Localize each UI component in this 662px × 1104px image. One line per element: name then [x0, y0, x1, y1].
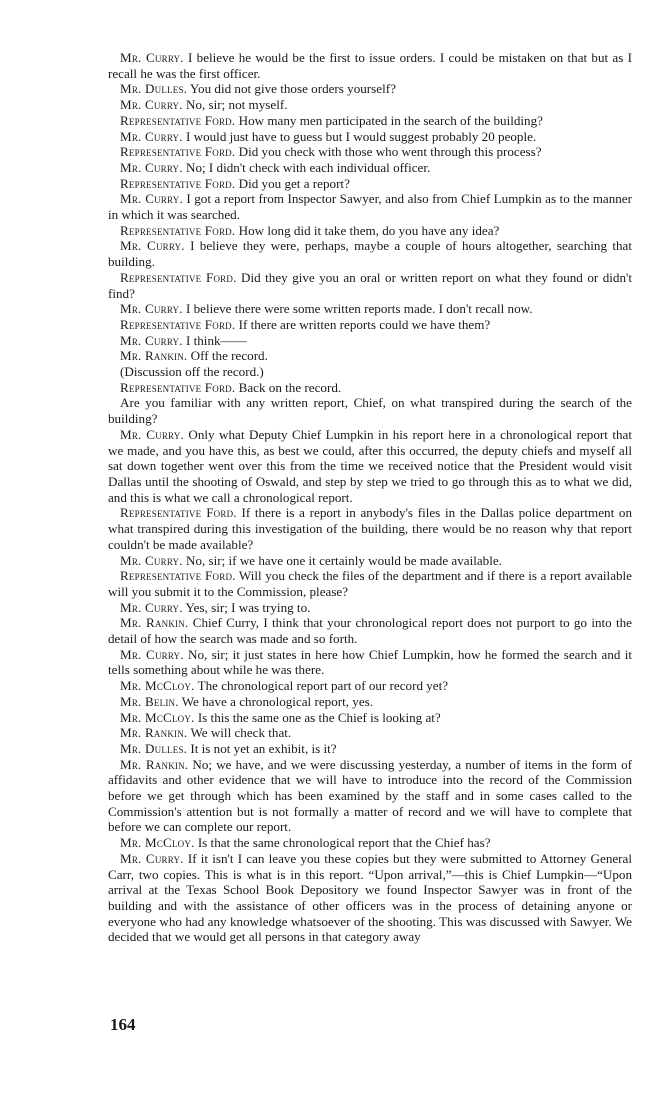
speech-text: How many men participated in the search of the building?	[235, 112, 543, 128]
speech-text: Chief Curry, I think that your chronological report does not purport to go into the detail of how the search was made and so forth.	[108, 615, 632, 647]
transcript-paragraph	[108, 238, 632, 269]
speaker-name: Mr. Curry.	[120, 850, 184, 866]
speech-text: The chronological report part of our record yet?	[194, 678, 449, 694]
transcript-paragraph	[108, 395, 632, 426]
speech-text: Off the record.	[187, 348, 268, 364]
speaker-name: Representative Ford.	[120, 568, 236, 584]
transcript-paragraph	[108, 97, 632, 113]
speaker-name: Representative Ford.	[120, 505, 237, 521]
speaker-name: Representative Ford.	[120, 175, 236, 191]
speaker-name: Mr. McCloy.	[120, 678, 195, 694]
transcript-paragraph	[108, 678, 632, 694]
speaker-name: Mr. McCloy.	[120, 835, 195, 851]
transcript-paragraph	[108, 380, 632, 396]
transcript-paragraph	[108, 505, 632, 552]
speech-text: Is this the same one as the Chief is looking at?	[194, 709, 441, 725]
speaker-name: Mr. Curry.	[120, 238, 185, 254]
speech-text: It is not yet an exhibit, is it?	[187, 740, 337, 756]
speech-text: Only what Deputy Chief Lumpkin in his report here in a chronological report that we made, and you have this, as best we could, after this occurred, the deputy chiefs and myself all sat down together went over this from the time we received notice that the President would visit Dallas until the shooting of Oswald, and step by step we tried to go through this as to what we did, and this is what we call a chronological report.	[108, 426, 632, 505]
speech-text: I believe they were, perhaps, maybe a couple of hours altogether, searching that building.	[108, 238, 632, 270]
transcript-text	[108, 50, 632, 945]
speaker-name: Representative Ford.	[120, 269, 237, 285]
speech-text: No, sir; not myself.	[182, 97, 288, 113]
transcript-paragraph	[108, 568, 632, 599]
speaker-name: Mr. Curry.	[120, 552, 183, 568]
transcript-paragraph	[108, 725, 632, 741]
speech-text: I think——	[182, 332, 247, 348]
speech-text: Is that the same chronological report that the Chief has?	[194, 835, 491, 851]
transcript-paragraph	[108, 741, 632, 757]
speech-text: Did you get a report?	[235, 175, 350, 191]
speech-text: Did you check with those who went through this process?	[235, 144, 542, 160]
speech-text: If it isn't I can leave you these copies but they were submitted to Attorney General Carr, two copies. This is what is in this report. “Upon arrival,”—this is Chief Lumpkin—“Upon arrival at the Texas School Book Depository we found Inspector Sawyer was in front of the building and with the assistance of other officers was in the process of detaining anyone or everyone who had any knowledge whatsoever of the shooting. This was discussed with Sawyer. We decided that we would get all persons in that category away	[108, 850, 632, 945]
transcript-paragraph	[108, 615, 632, 646]
transcript-paragraph	[108, 301, 632, 317]
speaker-name: Mr. Rankin.	[120, 615, 189, 631]
speech-text: If there is a report in anybody's files in the Dallas police department on what transpired during this investigation of the building, there would be no reason why that report couldn't be made available?	[108, 505, 633, 552]
speech-text: If there are written reports could we have them?	[235, 316, 491, 332]
transcript-paragraph	[108, 647, 632, 678]
speaker-name: Representative Ford.	[120, 144, 236, 160]
transcript-paragraph	[108, 144, 632, 160]
speech-text: (Discussion off the record.)	[120, 364, 264, 380]
speech-text: I would just have to guess but I would suggest probably 20 people.	[182, 128, 537, 144]
speaker-name: Representative Ford.	[120, 316, 236, 332]
transcript-paragraph	[108, 835, 632, 851]
speech-text: No, sir; if we have one it certainly would be made available.	[182, 552, 502, 568]
transcript-paragraph	[108, 694, 632, 710]
transcript-paragraph	[108, 129, 632, 145]
speaker-name: Mr. Curry.	[120, 191, 183, 207]
transcript-paragraph	[108, 600, 632, 616]
speaker-name: Mr. Curry.	[120, 599, 183, 615]
transcript-paragraph	[108, 364, 632, 380]
speaker-name: Mr. Belin.	[120, 693, 179, 709]
speaker-name: Mr. Rankin.	[120, 348, 188, 364]
speech-text: How long did it take them, do you have any idea?	[235, 222, 500, 238]
transcript-paragraph	[108, 317, 632, 333]
speech-text: I believe he would be the first to issue orders. I could be mistaken on that but as I recall he was the first officer.	[108, 50, 632, 81]
speech-text: No, sir; it just states in here how Chief Lumpkin, how he formed the search and it tells something about while he was there.	[108, 646, 632, 678]
speaker-name: Mr. Dulles.	[120, 81, 188, 97]
speech-text: We have a chronological report, yes.	[178, 693, 374, 709]
speech-text: Did they give you an oral or written report on what they found or didn't find?	[108, 269, 633, 301]
transcript-paragraph	[108, 176, 632, 192]
transcript-paragraph	[108, 710, 632, 726]
speaker-name: Mr. Rankin.	[120, 725, 188, 741]
speaker-name: Mr. Curry.	[120, 646, 184, 662]
transcript-paragraph	[108, 757, 632, 836]
transcript-paragraph	[108, 333, 632, 349]
speaker-name: Representative Ford.	[120, 222, 236, 238]
speech-text: You did not give those orders yourself?	[187, 81, 396, 97]
speaker-name: Mr. Curry.	[120, 128, 183, 144]
speech-text: I got a report from Inspector Sawyer, and also from Chief Lumpkin as to the manner in which it was searched.	[108, 191, 632, 223]
transcript-paragraph	[108, 223, 632, 239]
transcript-paragraph	[108, 348, 632, 364]
transcript-paragraph	[108, 553, 632, 569]
speaker-name: Mr. Curry.	[120, 97, 183, 113]
transcript-paragraph	[108, 113, 632, 129]
speaker-name: Mr. Dulles.	[120, 740, 188, 756]
page-number: 164	[110, 1015, 136, 1034]
speaker-name: Mr. Curry.	[120, 159, 183, 175]
speech-text: I believe there were some written reports made. I don't recall now.	[182, 301, 533, 317]
speech-text: Will you check the files of the department and if there is a report available will you submit it to the Commission, please?	[108, 568, 632, 599]
speaker-name: Mr. McCloy.	[120, 709, 195, 725]
speaker-name: Mr. Curry.	[120, 50, 184, 65]
transcript-paragraph	[108, 851, 632, 945]
speech-text: Are you familiar with any written report, Chief, on what transpired during the search of the building?	[108, 395, 632, 427]
transcript-paragraph	[108, 191, 632, 222]
speaker-name: Mr. Rankin.	[120, 756, 189, 772]
transcript-paragraph	[108, 427, 632, 506]
speech-text: We will check that.	[187, 725, 292, 741]
speaker-name: Mr. Curry.	[120, 332, 183, 348]
speech-text: No; we have, and we were discussing yesterday, a number of items in the form of affidavits and other evidence that we will have to introduce into the record of the Commission before we get through which has been examined by the staff and in some cases called to the Commission's attention but is not formally a matter of record and we will have to complete that before we can complete our report.	[108, 756, 632, 835]
speaker-name: Representative Ford.	[120, 379, 236, 395]
speech-text: Back on the record.	[235, 379, 342, 395]
speech-text: No; I didn't check with each individual officer.	[182, 159, 431, 175]
transcript-paragraph	[108, 160, 632, 176]
transcript-paragraph	[108, 81, 632, 97]
transcript-paragraph	[108, 50, 632, 81]
speech-text: Yes, sir; I was trying to.	[182, 599, 311, 615]
speaker-name: Mr. Curry.	[120, 426, 184, 442]
speaker-name: Representative Ford.	[120, 112, 236, 128]
transcript-paragraph	[108, 270, 632, 301]
speaker-name: Mr. Curry.	[120, 301, 183, 317]
